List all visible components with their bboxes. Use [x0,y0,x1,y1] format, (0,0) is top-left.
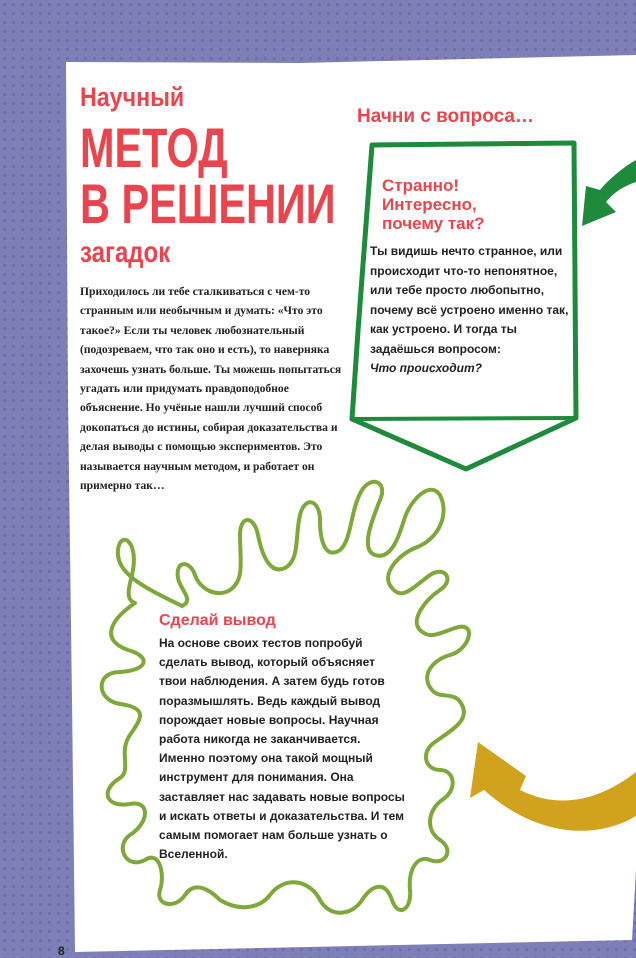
question-box-text: Ты видишь нечто странное, или происходит что-то непонятное, или тебе просто любопытно, почему всё устроено именно так, как устроено. И тогда ты задаёшься вопросом: [370,244,569,356]
question-box-title: Странно! Интересно, почему так? [382,176,485,233]
page-number: 8 [58,944,65,958]
title-line-1: Научный [80,82,185,112]
title-line-3: В РЕШЕНИИ [80,172,336,235]
conclusion-body [159,634,405,864]
intro-paragraph [80,282,342,495]
title-line-2: МЕТОД [80,116,228,179]
question-box-body [370,242,574,379]
conclusion-text: На основе своих тестов попробуй сделать вывод, который объясняет твои наблюдения. А затем будь готов поразмышлять. Ведь каждый вывод порождает новые вопросы. Научная работа никогда не заканчивается. Именно поэтому она такой мощный инструмент для понимания. Она заставляет нас задавать новые вопросы и искать ответы и доказательства. И тем самым помогает нам больше узнать о Вселенной. [159,636,405,862]
question-box-question: Что происходит? [370,361,482,375]
title-line-4: загадок [80,236,171,269]
intro-text: Приходилось ли тебе сталкиваться с чем-то странным или необычным и думать: «Что это такое?» Если ты человек любознательный (подозреваем, что так оно и есть), то наверняка захочешь узнать больше. Ты можешь попытаться угадать или придумать правдоподобное объяснение. Но учёные нашли лучший способ докопаться до истины, собирая доказательства и делая выводы с помощью экспериментов. Это называется научным методом, и работает он примерно так… [80,285,342,493]
start-question-heading: Начни с вопроса… [357,106,534,127]
conclusion-title: Сделай вывод [159,612,276,629]
